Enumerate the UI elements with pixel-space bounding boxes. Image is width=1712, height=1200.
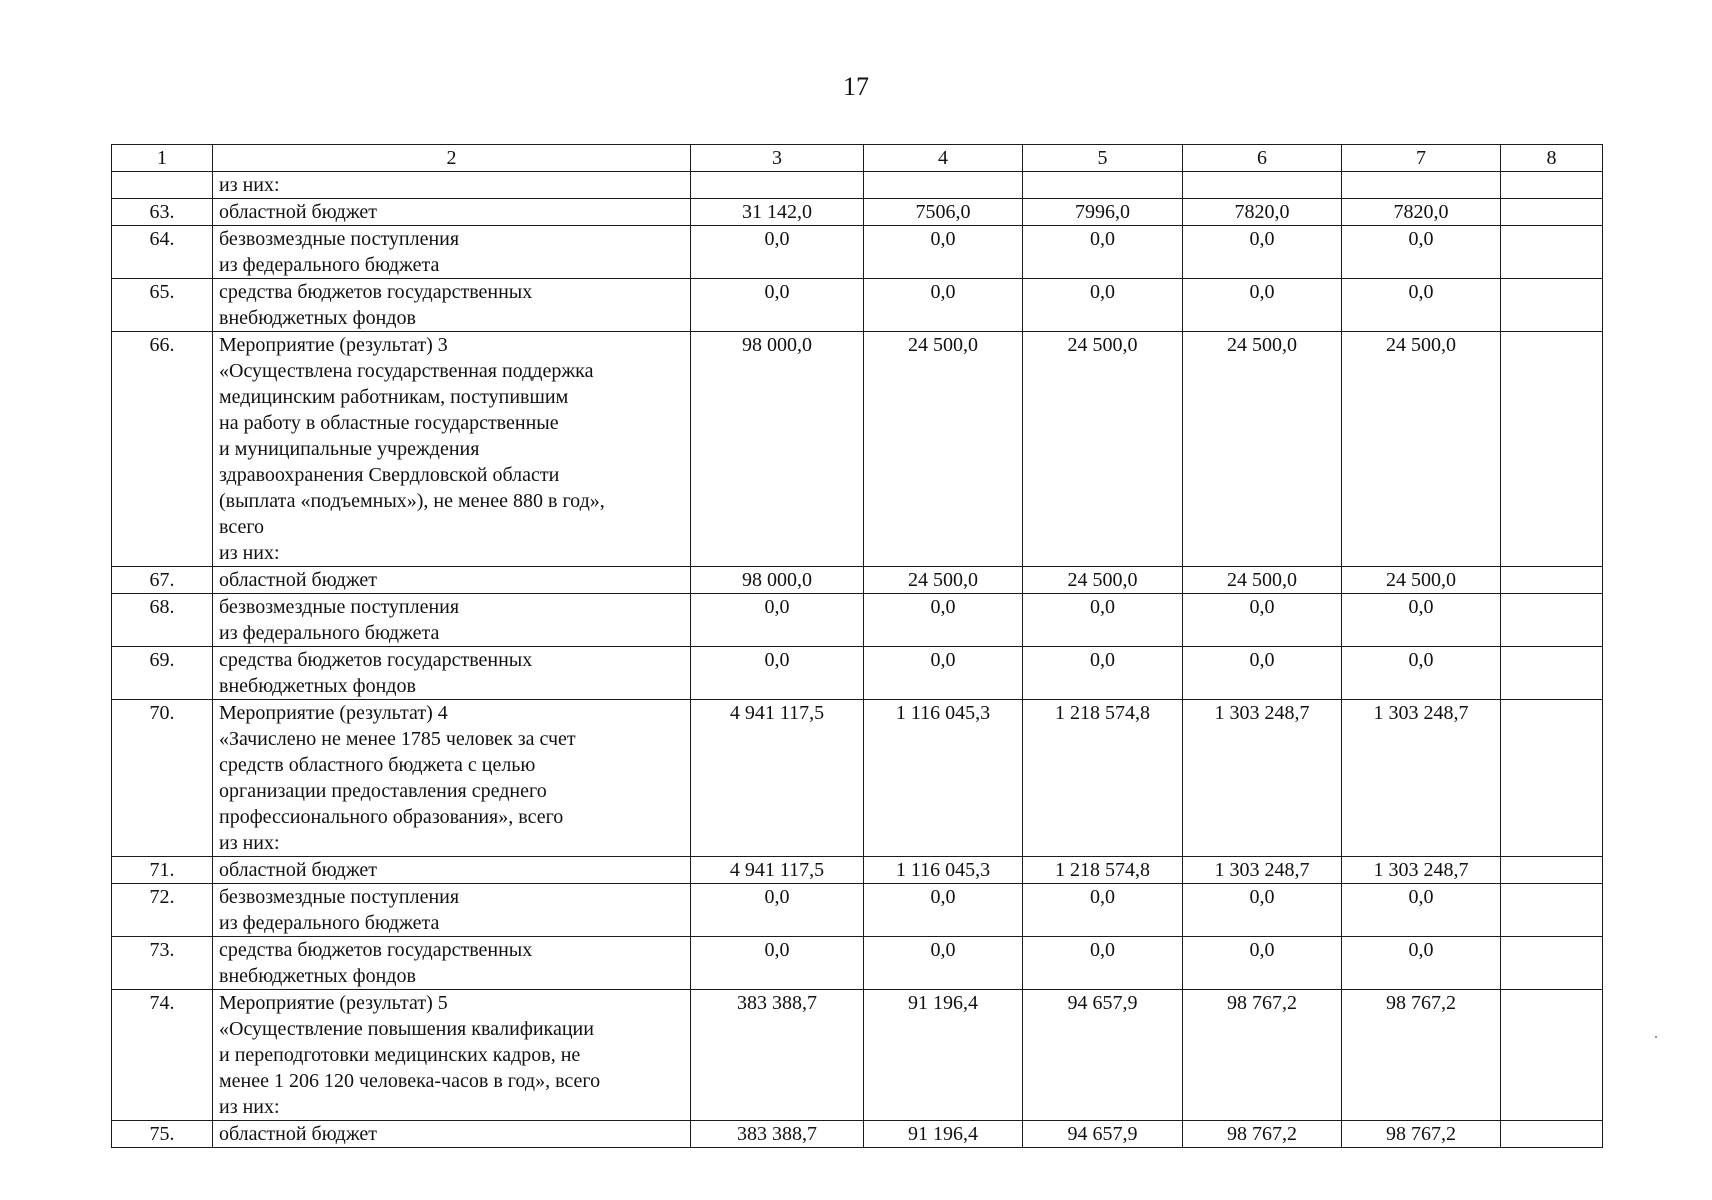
row-description: Мероприятие (результат) 5 «Осуществление повышения квалификации и переподготовки медицинских кадров, не менее 1 206 120 человека-часов в год», всего из них: xyxy=(213,990,691,1121)
value-col-7: 0,0 xyxy=(1342,279,1501,332)
row-description: Мероприятие (результат) 3 «Осуществлена государственная поддержка медицинским работникам, поступившим на работу в областные государственные и муниципальные учреждения здравоохранения Свердловской области (выплата «подъемных»), не менее 880 в год», всего из них: xyxy=(213,332,691,567)
scan-speck xyxy=(1655,1036,1657,1038)
row-number: 69. xyxy=(112,647,213,700)
value-col-7: 0,0 xyxy=(1342,226,1501,279)
value-col-3: 31 142,0 xyxy=(691,199,864,226)
value-col-3 xyxy=(691,172,864,199)
value-col-5: 0,0 xyxy=(1023,937,1183,990)
row-number: 67. xyxy=(112,567,213,594)
value-col-5 xyxy=(1023,172,1183,199)
row-number: 66. xyxy=(112,332,213,567)
table-row xyxy=(112,1121,1603,1148)
value-col-4: 91 196,4 xyxy=(864,990,1023,1121)
value-col-4: 0,0 xyxy=(864,226,1023,279)
page-number: 17 xyxy=(843,72,869,101)
value-col-3: 0,0 xyxy=(691,647,864,700)
value-col-7: 24 500,0 xyxy=(1342,567,1501,594)
value-col-8 xyxy=(1501,172,1603,199)
value-col-4: 0,0 xyxy=(864,594,1023,647)
value-col-3: 4 941 117,5 xyxy=(691,857,864,884)
row-description: областной бюджет xyxy=(213,199,691,226)
row-number: 72. xyxy=(112,884,213,937)
row-description: из них: xyxy=(213,172,691,199)
row-description: безвозмездные поступления из федерального бюджета xyxy=(213,226,691,279)
table-row xyxy=(112,647,1603,700)
value-col-5: 7996,0 xyxy=(1023,199,1183,226)
table-row xyxy=(112,937,1603,990)
row-number: 70. xyxy=(112,700,213,857)
column-header: 5 xyxy=(1023,145,1183,172)
row-description: средства бюджетов государственных внебюджетных фондов xyxy=(213,279,691,332)
table-row xyxy=(112,226,1603,279)
row-description: средства бюджетов государственных внебюджетных фондов xyxy=(213,937,691,990)
value-col-5: 1 218 574,8 xyxy=(1023,857,1183,884)
value-col-4: 1 116 045,3 xyxy=(864,700,1023,857)
value-col-8 xyxy=(1501,647,1603,700)
table-row xyxy=(112,990,1603,1121)
value-col-7 xyxy=(1342,172,1501,199)
value-col-6: 0,0 xyxy=(1183,226,1342,279)
value-col-8 xyxy=(1501,857,1603,884)
value-col-7: 24 500,0 xyxy=(1342,332,1501,567)
value-col-8 xyxy=(1501,567,1603,594)
value-col-6 xyxy=(1183,172,1342,199)
table-row xyxy=(112,199,1603,226)
row-number: 75. xyxy=(112,1121,213,1148)
value-col-4: 0,0 xyxy=(864,937,1023,990)
value-col-6: 0,0 xyxy=(1183,279,1342,332)
budget-table xyxy=(111,144,1603,1148)
row-number: 73. xyxy=(112,937,213,990)
row-number xyxy=(112,172,213,199)
value-col-4: 24 500,0 xyxy=(864,332,1023,567)
value-col-5: 0,0 xyxy=(1023,226,1183,279)
value-col-5: 94 657,9 xyxy=(1023,1121,1183,1148)
value-col-8 xyxy=(1501,594,1603,647)
value-col-3: 0,0 xyxy=(691,937,864,990)
value-col-5: 24 500,0 xyxy=(1023,567,1183,594)
value-col-8 xyxy=(1501,990,1603,1121)
value-col-3: 4 941 117,5 xyxy=(691,700,864,857)
value-col-5: 0,0 xyxy=(1023,594,1183,647)
table-row xyxy=(112,279,1603,332)
value-col-5: 0,0 xyxy=(1023,647,1183,700)
value-col-3: 383 388,7 xyxy=(691,1121,864,1148)
row-description: областной бюджет xyxy=(213,567,691,594)
row-number: 65. xyxy=(112,279,213,332)
value-col-5: 94 657,9 xyxy=(1023,990,1183,1121)
value-col-4: 91 196,4 xyxy=(864,1121,1023,1148)
value-col-5: 24 500,0 xyxy=(1023,332,1183,567)
column-header: 2 xyxy=(213,145,691,172)
value-col-7: 0,0 xyxy=(1342,937,1501,990)
table-row xyxy=(112,857,1603,884)
value-col-7: 98 767,2 xyxy=(1342,1121,1501,1148)
value-col-4: 7506,0 xyxy=(864,199,1023,226)
value-col-5: 1 218 574,8 xyxy=(1023,700,1183,857)
value-col-8 xyxy=(1501,279,1603,332)
row-description: средства бюджетов государственных внебюджетных фондов xyxy=(213,647,691,700)
row-number: 64. xyxy=(112,226,213,279)
value-col-4: 1 116 045,3 xyxy=(864,857,1023,884)
row-number: 63. xyxy=(112,199,213,226)
value-col-6: 24 500,0 xyxy=(1183,567,1342,594)
table-row xyxy=(112,172,1603,199)
table-header-row xyxy=(112,145,1603,172)
column-header: 1 xyxy=(112,145,213,172)
value-col-8 xyxy=(1501,1121,1603,1148)
value-col-4: 0,0 xyxy=(864,884,1023,937)
table-row xyxy=(112,594,1603,647)
value-col-8 xyxy=(1501,199,1603,226)
row-number: 68. xyxy=(112,594,213,647)
value-col-6: 0,0 xyxy=(1183,937,1342,990)
value-col-7: 0,0 xyxy=(1342,647,1501,700)
value-col-6: 0,0 xyxy=(1183,647,1342,700)
column-header: 6 xyxy=(1183,145,1342,172)
value-col-4 xyxy=(864,172,1023,199)
value-col-3: 0,0 xyxy=(691,884,864,937)
value-col-3: 98 000,0 xyxy=(691,332,864,567)
value-col-7: 0,0 xyxy=(1342,884,1501,937)
value-col-6: 1 303 248,7 xyxy=(1183,700,1342,857)
value-col-7: 0,0 xyxy=(1342,594,1501,647)
value-col-3: 383 388,7 xyxy=(691,990,864,1121)
value-col-3: 98 000,0 xyxy=(691,567,864,594)
column-header: 4 xyxy=(864,145,1023,172)
row-description: областной бюджет xyxy=(213,1121,691,1148)
value-col-7: 1 303 248,7 xyxy=(1342,857,1501,884)
row-description: Мероприятие (результат) 4 «Зачислено не менее 1785 человек за счет средств областного бюджета с целью организации предоставления среднего профессионального образования», всего из них: xyxy=(213,700,691,857)
value-col-4: 0,0 xyxy=(864,279,1023,332)
value-col-5: 0,0 xyxy=(1023,279,1183,332)
column-header: 7 xyxy=(1342,145,1501,172)
value-col-4: 0,0 xyxy=(864,647,1023,700)
value-col-6: 98 767,2 xyxy=(1183,990,1342,1121)
column-header: 8 xyxy=(1501,145,1603,172)
value-col-7: 1 303 248,7 xyxy=(1342,700,1501,857)
value-col-6: 7820,0 xyxy=(1183,199,1342,226)
value-col-6: 98 767,2 xyxy=(1183,1121,1342,1148)
value-col-7: 98 767,2 xyxy=(1342,990,1501,1121)
value-col-8 xyxy=(1501,226,1603,279)
value-col-6: 0,0 xyxy=(1183,884,1342,937)
value-col-6: 0,0 xyxy=(1183,594,1342,647)
row-number: 74. xyxy=(112,990,213,1121)
table-row xyxy=(112,700,1603,857)
row-description: областной бюджет xyxy=(213,857,691,884)
value-col-6: 24 500,0 xyxy=(1183,332,1342,567)
value-col-8 xyxy=(1501,884,1603,937)
table-row xyxy=(112,884,1603,937)
value-col-6: 1 303 248,7 xyxy=(1183,857,1342,884)
value-col-5: 0,0 xyxy=(1023,884,1183,937)
value-col-8 xyxy=(1501,937,1603,990)
row-description: безвозмездные поступления из федерального бюджета xyxy=(213,884,691,937)
value-col-3: 0,0 xyxy=(691,226,864,279)
row-number: 71. xyxy=(112,857,213,884)
row-description: безвозмездные поступления из федерального бюджета xyxy=(213,594,691,647)
value-col-4: 24 500,0 xyxy=(864,567,1023,594)
table-row xyxy=(112,567,1603,594)
value-col-3: 0,0 xyxy=(691,279,864,332)
column-header: 3 xyxy=(691,145,864,172)
value-col-8 xyxy=(1501,700,1603,857)
value-col-8 xyxy=(1501,332,1603,567)
value-col-3: 0,0 xyxy=(691,594,864,647)
value-col-7: 7820,0 xyxy=(1342,199,1501,226)
table-row xyxy=(112,332,1603,567)
